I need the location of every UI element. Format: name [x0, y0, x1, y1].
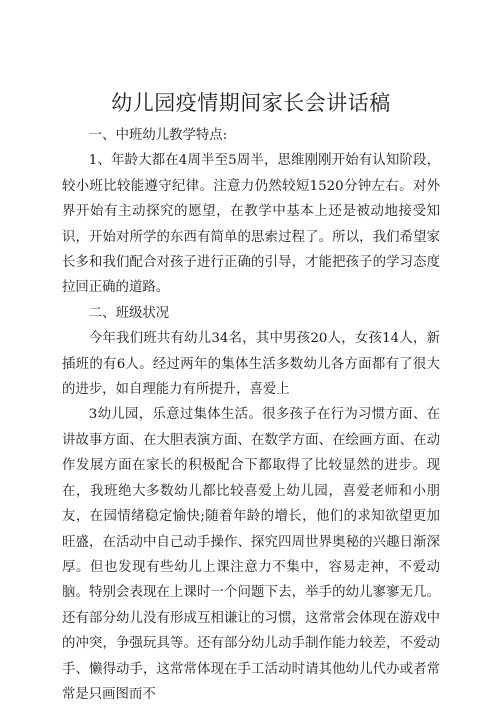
section-heading-class-status: 二、班级状况 — [88, 305, 170, 321]
document-page — [62, 88, 440, 707]
section-heading-teaching-features: 一、中班幼儿教学特点: — [88, 128, 228, 143]
paragraph-class-progress: 3幼儿园，乐意过集体生活。很多孩子在行为习惯方面、在讲故事方面、在大胆表演方面、在数学方面、在绘画方面、在动作发展方面在家长的积极配合下都取得了比较显然的进步。现在，我班绝大多数幼儿都比较喜爱上幼儿园，喜爱老师和小朋友，在园情绪稳定愉快;随着年龄的增长，他们的求知欲望更加旺盛，在活动中自己动手操作、探究四周世界奥秘的兴趣日渐深厚。但也发现有些幼儿上课注意力不集中，容易走神，不爱动脑。特别会表现在上课时一个问题下去，举手的幼儿寥寥无几。还有部分幼儿没有形成互相谦让的习惯，这常常会体现在游戏中的冲突，争强玩具等。还有部分幼儿动手制作能力较差，不爱动手、懒得动手，这常常体现在手工活动时请其他幼儿代办或者常常是只画图而不 — [62, 407, 440, 702]
paragraph-class-composition: 今年我们班共有幼儿34名，其中男孩20人，女孩14人，新插班的有6人。经过两年的集体生活多数幼儿各方面都有了很大的进步，如自理能力有所提升，喜爱上 — [62, 331, 440, 398]
document-title: 幼儿园疫情期间家长会讲话稿 — [111, 91, 391, 115]
paragraph-age-characteristics: 1、年龄大都在4周半至5周半，思维刚刚开始有认知阶段，较小班比较能遵守纪律。注意力仍然较短1520分钟左右。对外界开始有主动探究的愿望，在教学中基本上还是被动地接受知识，开始对所学的东西有简单的思索过程了。所以，我们希望家长多和我们配合对孩子进行正确的引导，才能把孩子的学习态度拉回正确的道路。 — [62, 153, 440, 296]
